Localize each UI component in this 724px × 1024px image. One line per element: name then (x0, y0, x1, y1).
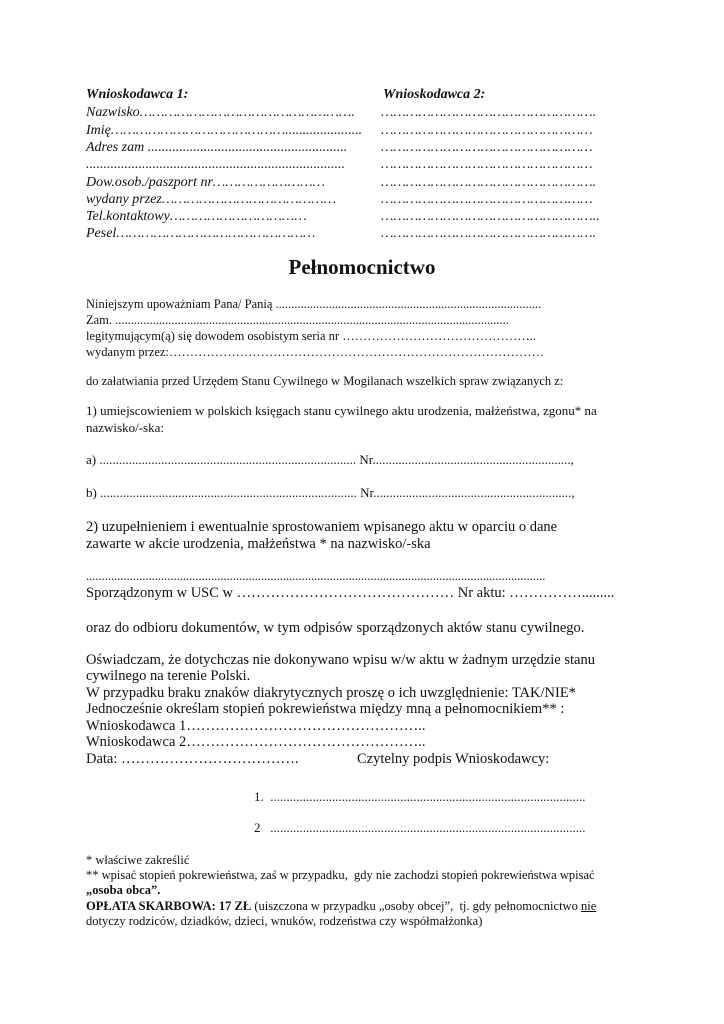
section2-text-continued: zawarte w akcie urodzenia, małżeństwa * na nazwisko/-ska (86, 536, 431, 552)
applicant2-pesel-field[interactable]: ……………………………………………. (381, 226, 597, 241)
document-title: Pełnomocnictwo (288, 255, 436, 279)
section2-text: 2) uzupełnieniem i ewentualnie sprostowaniem wpisanego aktu w oparciu o dane (86, 519, 558, 535)
footnote-2: ** wpisać stopień pokrewieństwa, zaś w przypadku, gdy nie zachodzi stopień pokrewieństwa wpisać (86, 868, 595, 882)
applicant2-id-number-field[interactable]: ……………………………………………. (381, 175, 597, 190)
applicant1-address-field[interactable]: Adres zam ......................................................... (86, 140, 348, 155)
authorized-person-field[interactable]: Niniejszym upoważniam Pana/ Panią ..................................................................................... (86, 297, 542, 311)
applicant2-phone-field[interactable]: …………………………………………….. (381, 209, 600, 224)
section1-item-a-field[interactable]: a) ............................................................................... Nr............................................................., (86, 452, 574, 467)
stamp-duty-note-continued: dotyczy rodziców, dziadków, dzieci, wnuków, rodzeństwa czy współmałżonka) (86, 914, 483, 928)
applicant2-kinship-field[interactable]: Wnioskodawca 2………………………………………….. (86, 734, 426, 750)
stamp-duty-nie: nie (580, 899, 597, 913)
applicant1-id-number-field[interactable]: Dow.osob./paszport nr……………………… (86, 175, 325, 190)
signature-1-field[interactable]: 1. ................................................................................................. (254, 789, 586, 804)
applicant2-address-field[interactable]: …………………………………………… (381, 140, 593, 155)
date-field[interactable]: Data: ………………………………. (86, 751, 299, 767)
applicant1-phone-field[interactable]: Tel.kontaktowy…………………………… (86, 209, 307, 224)
applicant2-firstname-field[interactable]: …………………………………………… (381, 123, 593, 138)
authorized-address-field[interactable]: Zam. .............................................................................................................................. (86, 313, 509, 327)
signature-label: Czytelny podpis Wnioskodawcy: (357, 751, 550, 767)
authorized-id-series-field[interactable]: legitymującym(ą) się dowodem osobistym seria nr ……………………………………….. (86, 329, 536, 343)
applicant1-kinship-field[interactable]: Wnioskodawca 1………………………………………….. (86, 718, 426, 734)
section1-item-b-field[interactable]: b) ............................................................................... Nr............................................................., (86, 485, 575, 500)
stamp-duty-label: OPŁATA SKARBOWA: 17 ZŁ (86, 899, 252, 913)
signature-2-field[interactable]: 2 ................................................................................................. (254, 820, 586, 835)
section1-text-continued: nazwisko/-ska: (86, 420, 164, 435)
declaration-text: Oświadczam, że dotychczas nie dokonywano wpisu w/w aktu w żadnym urzędzie stanu (86, 652, 595, 668)
applicant2-issued-by-field[interactable]: …………………………………………… (381, 192, 593, 207)
stamp-duty-note (86, 900, 596, 913)
section2-surname-field[interactable]: ................................................................................................................................................... (86, 569, 546, 583)
section1-text: 1) umiejscowieniem w polskich księgach stanu cywilnego aktu urodzenia, małżeństwa, zgonu* na (86, 403, 597, 418)
diacritics-choice[interactable]: W przypadku braku znaków diakrytycznych proszę o ich uwzględnienie: TAK/NIE* (86, 685, 576, 701)
applicant1-pesel-field[interactable]: Pesel………………………………………… (86, 226, 316, 241)
declaration-text-continued: cywilnego na terenie Polski. (86, 668, 251, 684)
applicant2-surname-field[interactable]: ……………………………………………. (381, 105, 597, 120)
footnote-1: * właściwe zakreślić (86, 853, 190, 867)
applicant1-issued-by-field[interactable]: wydany przez…………………………………… (86, 192, 337, 207)
document-pickup-text: oraz do odbioru dokumentów, w tym odpisów sporządzonych aktów stanu cywilnego. (86, 620, 585, 636)
stamp-duty-text: (uiszczona w przypadku „osoby obcej”, tj. gdy pełnomocnictwo (251, 899, 581, 913)
authorized-issued-by-field[interactable]: wydanym przez:……………………………………………………………………………… (86, 345, 544, 359)
usc-act-number-field[interactable]: Sporządzonym w USC w ……………………………………… Nr aktu: ……………......... (86, 585, 615, 601)
applicant1-address-continued-field[interactable]: .......................................................................... (86, 157, 345, 172)
scope-intro: do załatwiania przed Urzędem Stanu Cywilnego w Mogilanach wszelkich spraw związanych z: (86, 374, 564, 388)
applicant2-header: Wnioskodawca 2: (383, 87, 486, 102)
applicant1-firstname-field[interactable]: Imię……………………………………...................... (86, 123, 363, 138)
kinship-statement: Jednocześnie określam stopień pokrewieństwa między mną a pełnomocnikiem** : (86, 701, 565, 717)
footnote-2-continued: „osoba obca”. (86, 883, 161, 897)
applicant2-address-continued-field[interactable]: …………………………………………… (381, 157, 593, 172)
applicant1-surname-field[interactable]: Nazwisko……………………………………………. (86, 105, 355, 120)
applicant1-header: Wnioskodawca 1: (86, 87, 189, 102)
